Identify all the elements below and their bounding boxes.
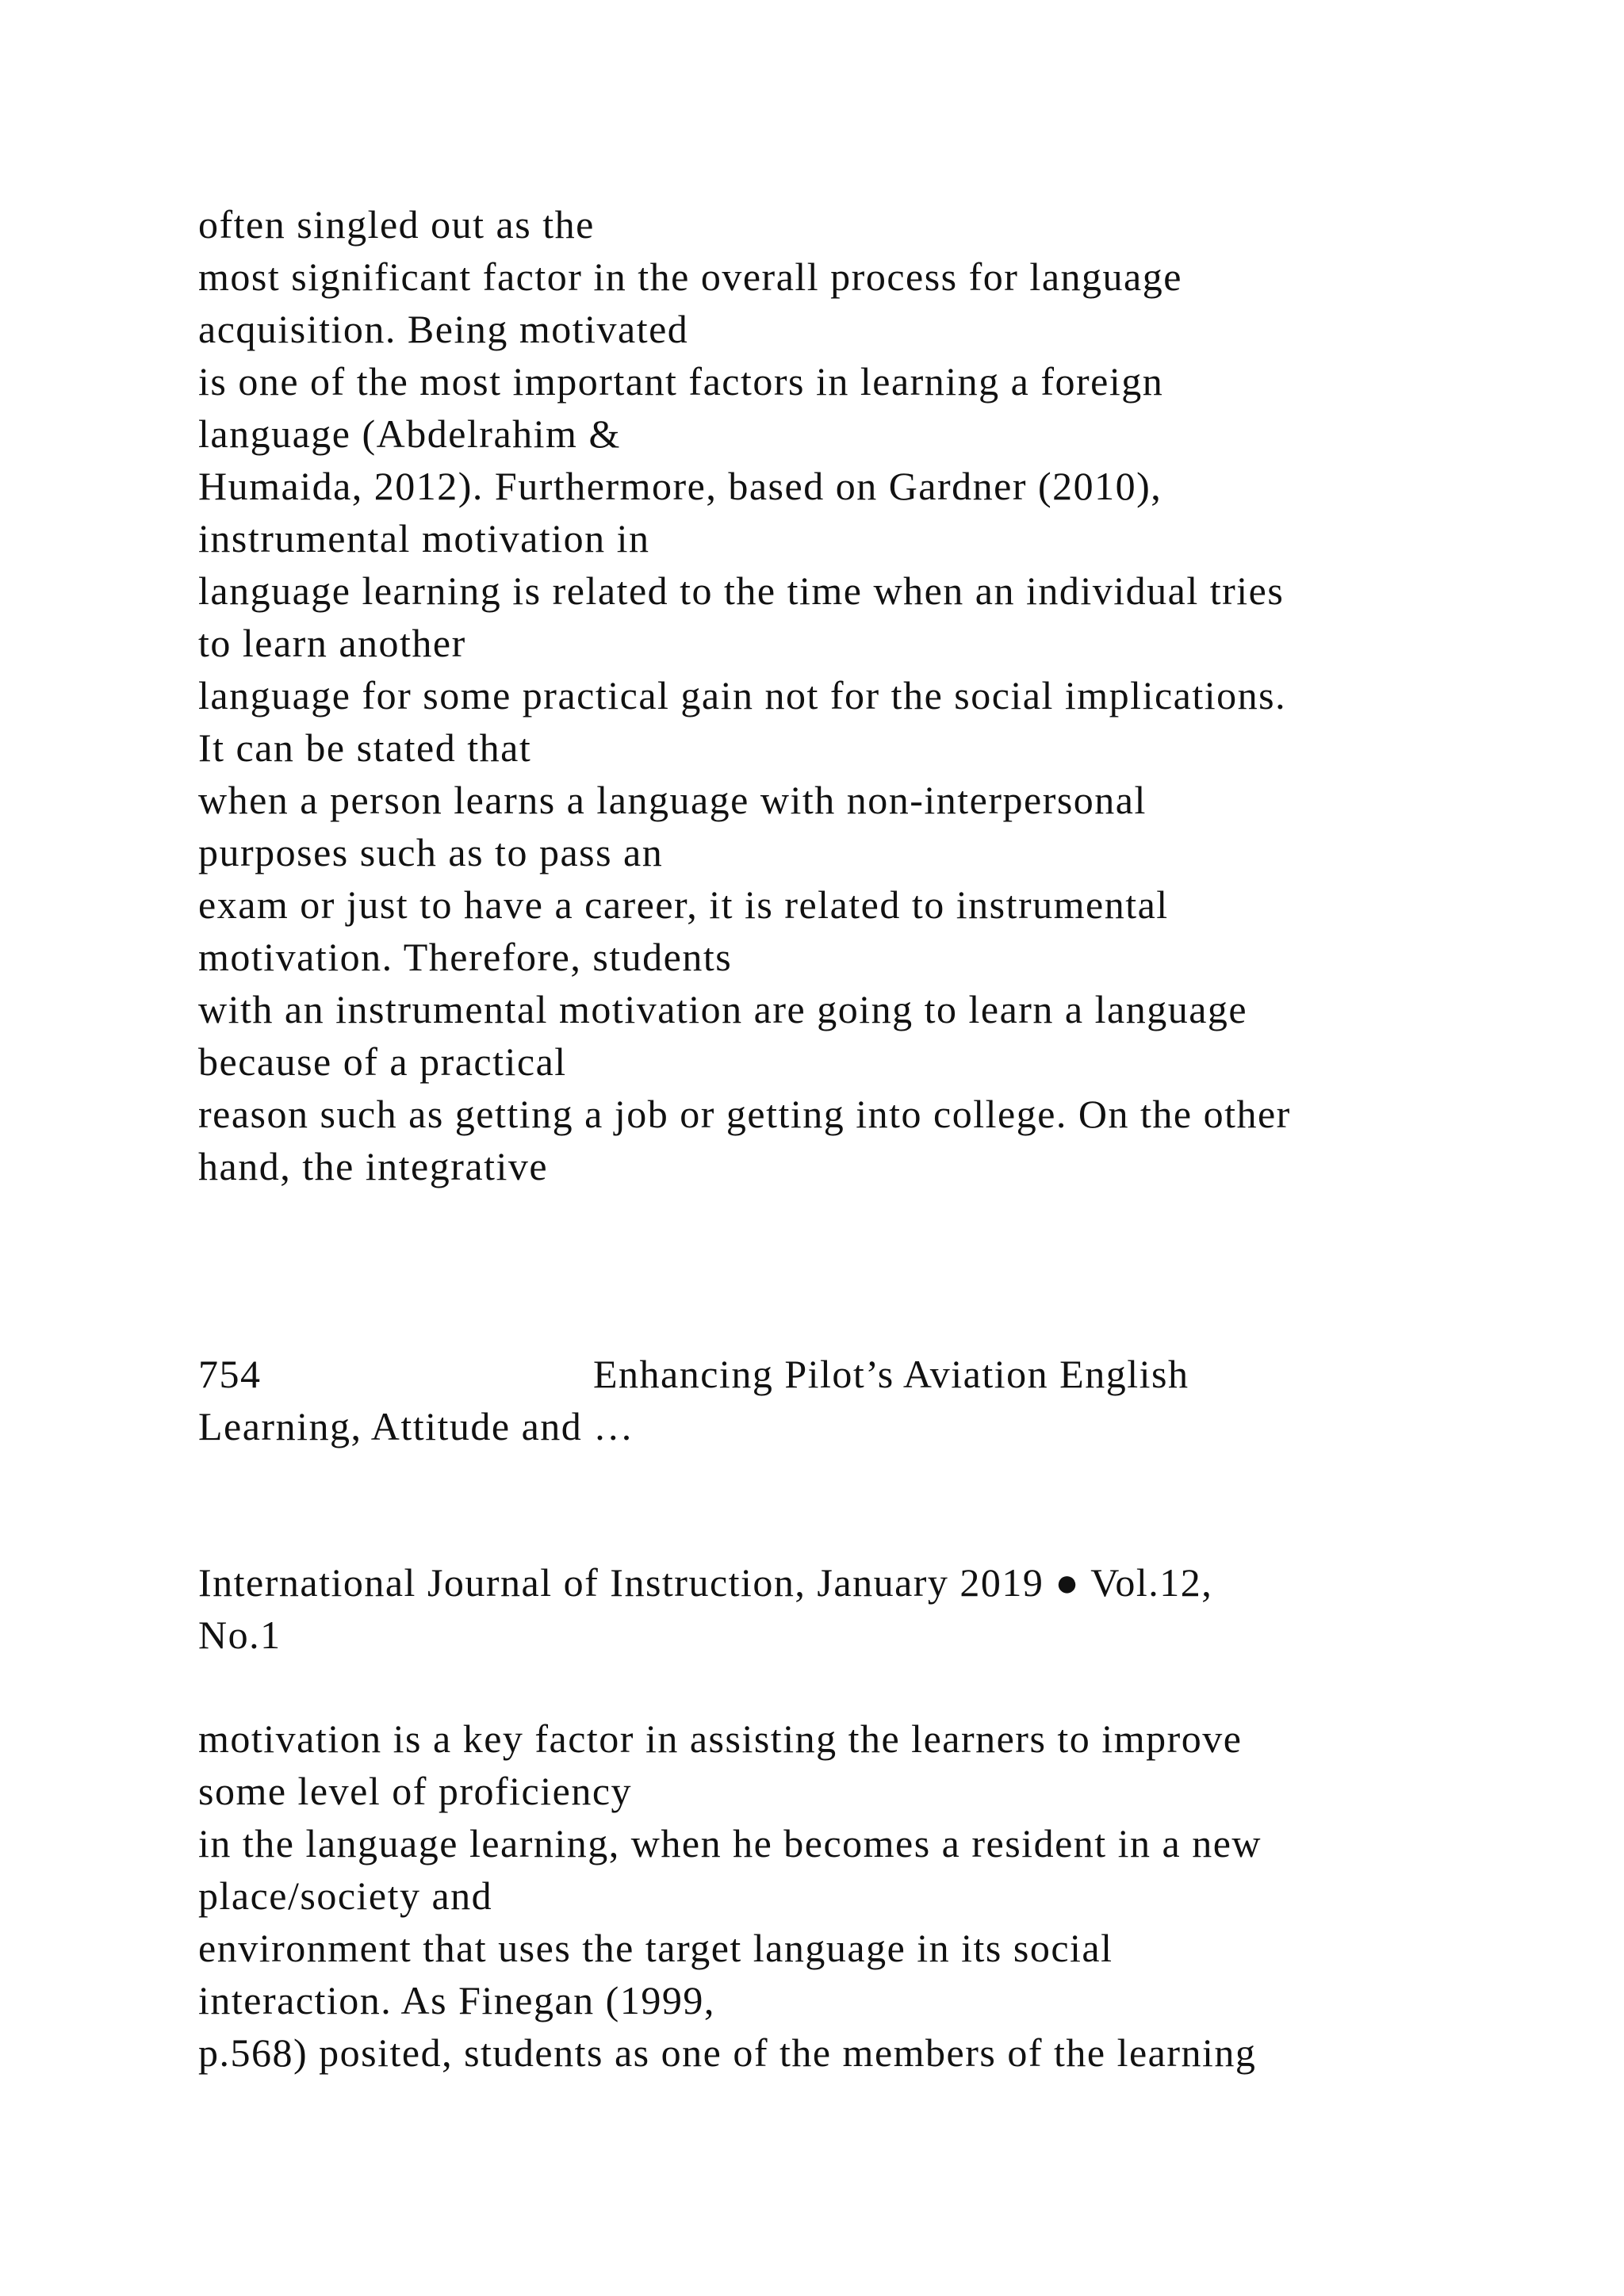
body-text-line: is one of the most important factors in learning a foreign	[198, 359, 1164, 404]
body-text-line: place/society and	[198, 1873, 493, 1918]
body-text-line: often singled out as the	[198, 202, 595, 247]
page-number: 754	[198, 1352, 262, 1396]
body-text-line: exam or just to have a career, it is related to instrumental	[198, 882, 1169, 927]
body-text-line: interaction. As Finegan (1999,	[198, 1978, 715, 2022]
body-text-line: to learn another	[198, 621, 466, 665]
journal-citation-line: No.1	[198, 1613, 282, 1657]
body-text-line: hand, the integrative	[198, 1144, 549, 1188]
body-text-line: Humaida, 2012). Furthermore, based on Gardner (2010),	[198, 464, 1162, 508]
journal-citation-line: International Journal of Instruction, January 2019 ● Vol.12,	[198, 1560, 1213, 1605]
body-text-line: It can be stated that	[198, 725, 532, 770]
body-text-line: in the language learning, when he becomes a resident in a new	[198, 1821, 1262, 1866]
body-text-line: some level of proficiency	[198, 1769, 633, 1813]
body-text-line: most significant factor in the overall process for language	[198, 254, 1182, 299]
body-text-line: acquisition. Being motivated	[198, 307, 689, 351]
running-title-continued: Learning, Attitude and …	[198, 1404, 634, 1448]
body-text-line: because of a practical	[198, 1039, 567, 1084]
body-text-line: instrumental motivation in	[198, 516, 650, 561]
running-title: Enhancing Pilot’s Aviation English	[593, 1352, 1189, 1396]
body-text-line: purposes such as to pass an	[198, 830, 664, 874]
body-text-line: language (Abdelrahim &	[198, 411, 621, 456]
body-text-line: language for some practical gain not for the social implications.	[198, 673, 1287, 718]
body-text-line: language learning is related to the time when an individual tries	[198, 568, 1285, 613]
body-text-line: motivation. Therefore, students	[198, 935, 733, 979]
body-text-line: p.568) posited, students as one of the members of the learning	[198, 2030, 1257, 2075]
body-text-line: when a person learns a language with non-interpersonal	[198, 778, 1147, 822]
body-text-line: reason such as getting a job or getting into college. On the other	[198, 1092, 1291, 1136]
body-text-line: with an instrumental motivation are going to learn a language	[198, 987, 1248, 1031]
body-text-line: motivation is a key factor in assisting the learners to improve	[198, 1716, 1243, 1761]
body-text-line: environment that uses the target language in its social	[198, 1926, 1113, 1970]
